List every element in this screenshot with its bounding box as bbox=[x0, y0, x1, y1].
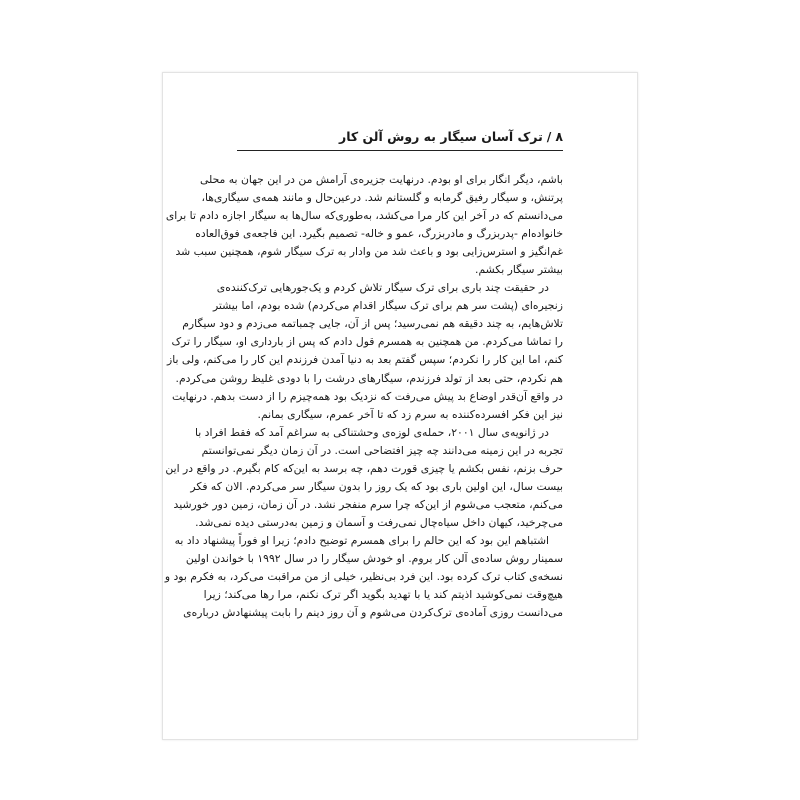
running-header bbox=[237, 123, 563, 151]
paragraph-3 bbox=[165, 424, 563, 532]
page-number: ۸ bbox=[555, 129, 563, 144]
text-line: حرف بزنم، نفس بکشم یا چیزی قورت دهم، چه برسد به این‌که کام بگیرم. در واقع در این bbox=[165, 461, 563, 475]
text-line: غم‌انگیز و استرس‌زایی بود و باعث شد من وادار به ترک سیگار شوم، همچنین سبب شد bbox=[175, 245, 563, 259]
text-line: پرتنش، و سیگار رفیق گرمابه و گلستانم شد. درعین‌حال و مانند همه‌ی سیگاری‌ها، bbox=[201, 191, 563, 205]
text-line: باشم، دیگر انگار برای او بودم. درنهایت جزیره‌ی آرامش من در این جهان به محلی bbox=[200, 173, 563, 186]
header-separator: / bbox=[546, 129, 552, 144]
page-body bbox=[164, 171, 563, 622]
text-line: می‌چرخید، کیهان داخل سیاه‌چال نمی‌رفت و آسمان و زمین به‌درستی دیده نمی‌شد. bbox=[195, 515, 563, 529]
text-line: در واقع آن‌قدر اوضاع بد پیش می‌رفت که نزدیک بود همه‌چیزم را از دست بدهم. درنهایت bbox=[172, 389, 563, 403]
text-line: تجربه در این زمینه می‌دانند چه چیز افتضاحی است. در آن زمان دیگر نمی‌توانستم bbox=[201, 443, 563, 457]
text-line: بیشتر سیگار بکشم. bbox=[475, 263, 563, 277]
text-line: هم نکردم، حتی بعد از تولد فرزندم، سیگارهای درشت را با دودی غلیظ روشن می‌کردم. bbox=[175, 371, 563, 385]
paragraph-4 bbox=[164, 532, 563, 622]
text-line: بیست سال، این اولین باری بود که یک روز را بدون سیگار سر می‌کردم. الان که فکر bbox=[190, 479, 563, 493]
text-line: می‌کنم، متعجب می‌شوم از این‌که چرا سرم منفجر نشد. در آن زمان، زمین دور خورشید bbox=[173, 497, 563, 511]
text-line: سمینار روش ساده‌ی آلن کار بروم. او خودش سیگار را در سال ۱۹۹۲ با خواندن اولین bbox=[185, 551, 563, 565]
text-line: زنجیره‌ای (پشت سر هم برای ترک سیگار اقدام می‌کردم) شده بودم، اما بیشتر bbox=[212, 299, 563, 313]
book-page bbox=[162, 72, 638, 740]
text-line: در ژانویه‌ی سال ۲۰۰۱، حمله‌ی لوزه‌ی وحشتناکی به سراغم آمد که فقط افراد با bbox=[194, 425, 549, 439]
paragraph-2 bbox=[166, 279, 563, 423]
paragraph-1 bbox=[165, 171, 563, 279]
text-line: می‌دانست روزی آماده‌ی ترک‌کردن می‌شوم و آن روز دینم را بابت پیشنهادش درباره‌ی bbox=[183, 606, 563, 620]
text-line: تلاش‌هایم، به چند دقیقه هم نمی‌رسید؛ پس از آن، جایی چمباتمه می‌زدم و دود سیگارم bbox=[182, 317, 563, 331]
text-line: می‌دانستم که در آخر این کار مرا می‌کشد، به‌طوری‌که سال‌ها به سیگار اجازه دادم تا برای bbox=[165, 209, 563, 223]
text-line: اشتباهم این بود که این حالم را برای همسرم توضیح دادم؛ زیرا او فوراً پیشنهاد داد به bbox=[174, 533, 549, 547]
text-line: نیز این فکر افسرده‌کننده به سرم زد که تا آخر عمرم، سیگاری بمانم. bbox=[257, 407, 563, 421]
text-line: هیچ‌وقت نمی‌کوشید اذیتم کند یا با تهدید بگوید اگر ترک نکنم، مرا رها می‌کند؛ زیرا bbox=[203, 588, 563, 602]
book-title: ترک آسان سیگار به روش آلن کار bbox=[339, 129, 543, 144]
text-line: را تماشا می‌کردم. من همچنین به همسرم قول دادم که پس از بارداری او، سیگار را ترک bbox=[171, 335, 563, 349]
text-line: خانواده‌ام -پدربزرگ و مادربزرگ، عمو و خاله- تصمیم بگیرد. این فاجعه‌ی فوق‌العاده bbox=[195, 227, 563, 241]
text-line: نسخه‌ی کتاب ترک کرده بود. این فرد بی‌نظیر، خیلی از من مراقبت می‌کرد، به فکرم بود و bbox=[164, 570, 563, 584]
text-line: کنم، اما این کار را نکردم؛ سپس گفتم بعد به دنیا آمدن فرزندم این کار را می‌کنم، ولی باز bbox=[166, 353, 563, 367]
text-line: در حقیقت چند باری برای ترک سیگار تلاش کردم و یک‌جورهایی ترک‌کننده‌ی bbox=[216, 281, 549, 295]
